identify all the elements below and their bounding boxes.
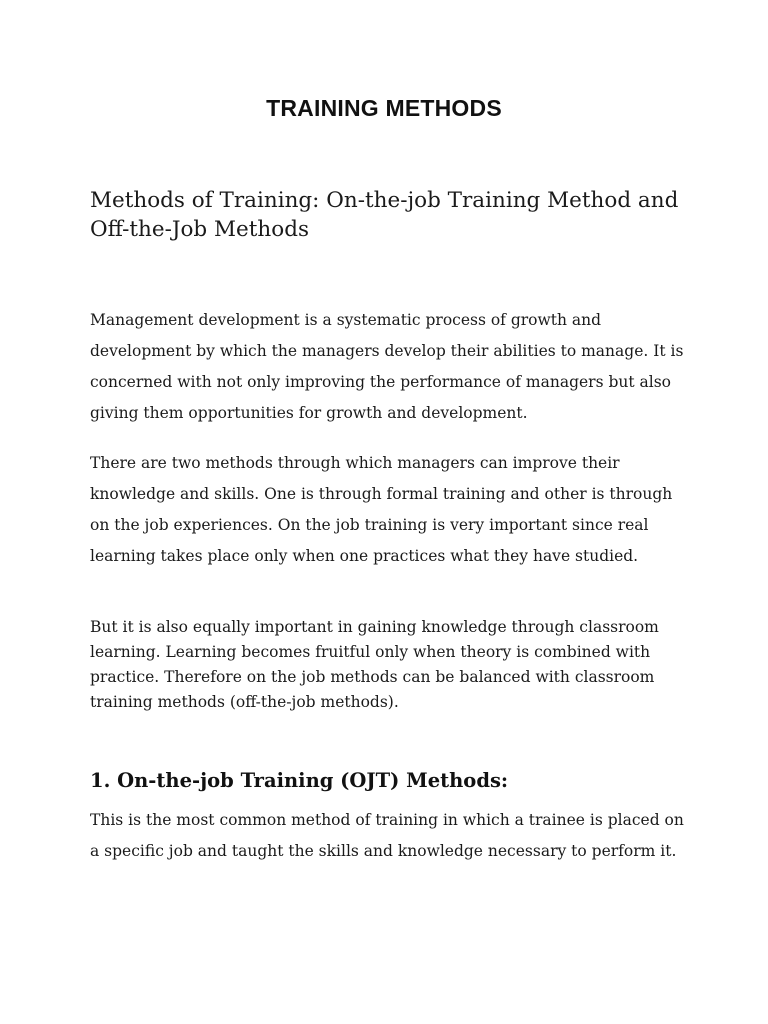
paragraph-management-development: Management development is a systematic process of growth and development by which the managers develop their abilities to manage. It is concerned with not only improving the performance of managers but also giving them opportunities for growth and development. [90, 311, 684, 422]
paragraph-two-methods: There are two methods through which managers can improve their knowledge and skills. One is through formal training and other is through on the job experiences. On the job training is very important since real learning takes place only when one practices what they have studied. [90, 454, 673, 565]
paragraph-classroom-learning: But it is also equally important in gaining knowledge through classroom learning. Learning becomes fruitful only when theory is combined with practice. Therefore on the job methods can be balanced with classroom training methods (off-the-job methods). [90, 618, 659, 711]
section-heading-ojt: 1. On-the-job Training (OJT) Methods: [90, 769, 509, 792]
page-title: TRAINING METHODS [266, 95, 502, 121]
paragraph-ojt-description: This is the most common method of training in which a trainee is placed on a specific job and taught the skills and knowledge necessary to perform it. [90, 811, 684, 860]
document-subtitle: Methods of Training: On-the-job Training Method and Off-the-Job Methods [90, 188, 679, 242]
